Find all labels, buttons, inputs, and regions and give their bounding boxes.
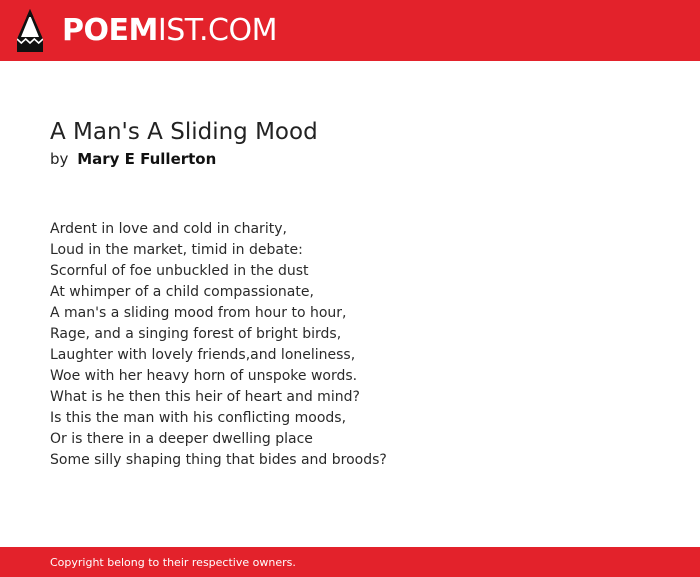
poem-line: Or is there in a deeper dwelling place (50, 431, 313, 447)
poem-line: Is this the man with his conflicting moods, (50, 410, 347, 426)
poem-line: A man's a sliding mood from hour to hour, (50, 305, 347, 321)
poem-line: Ardent in love and cold in charity, (50, 221, 287, 237)
poem-body (50, 219, 387, 471)
logo-text-light: IST.COM (157, 13, 277, 48)
poem-line: Some silly shaping thing that bides and broods? (50, 452, 387, 468)
site-footer (0, 547, 700, 577)
author-link[interactable]: Mary E Fullerton (77, 150, 217, 168)
poem-line: Woe with her heavy horn of unspoke words. (50, 368, 358, 384)
poem-title: A Man's A Sliding Mood (50, 119, 318, 145)
poem-line: Laughter with lovely friends,and loneliness, (50, 347, 356, 363)
logo-text-bold: POEM (62, 13, 158, 48)
poem-line: Loud in the market, timid in debate: (50, 242, 303, 258)
pencil-icon (17, 9, 43, 52)
copyright-text: Copyright belong to their respective owners. (50, 556, 296, 569)
poem-line: Scornful of foe unbuckled in the dust (50, 263, 309, 279)
poem-line: What is he then this heir of heart and mind? (50, 389, 360, 405)
poem-line: At whimper of a child compassionate, (50, 284, 314, 300)
byline (50, 149, 216, 169)
site-header (0, 0, 700, 61)
poem-line: Rage, and a singing forest of bright birds, (50, 326, 342, 342)
byline-label: by (50, 150, 69, 168)
site-logo-link[interactable] (62, 13, 277, 49)
